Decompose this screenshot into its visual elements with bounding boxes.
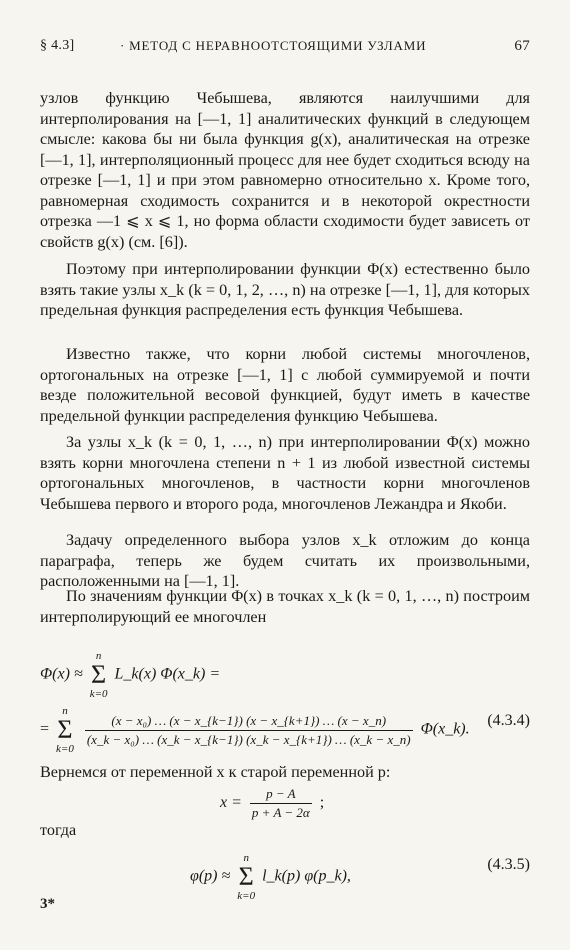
eq1-sum-lower: k=0 — [89, 688, 108, 700]
paragraph-2: Поэтому при интерполировании функции Φ(x) естественно было взять такие узлы x_k (k = 0, 1, 2, …, n) на отрезке [—1, 1], для которых предельная функция распределения есть функция Чебышева. — [40, 260, 530, 319]
eq1-sum-upper: n — [95, 650, 102, 662]
paragraph-6: По значениям функции Φ(x) в точках x_k (k = 0, 1, …, n) построим интерполирующий ее многочлен — [40, 587, 530, 626]
eq3-numerator: p − A — [250, 786, 312, 804]
eq2-denominator: (x_k − x₀) … (x_k − x_{k−1}) (x_k − x_{k+1}) … (x_k − x_n) — [86, 731, 411, 747]
equation-number-4-3-5: (4.3.5) — [487, 856, 530, 873]
equation-phi-interpolation — [190, 852, 351, 902]
eq4-rhs: l_k(p) φ(p_k), — [262, 867, 351, 885]
page-number: 67 — [514, 38, 530, 54]
running-title: · МЕТОД С НЕРАВНООТСТОЯЩИМИ УЗЛАМИ — [120, 38, 427, 53]
eq4-lhs: φ(p) ≈ — [190, 867, 231, 885]
eq2-fraction — [85, 713, 413, 748]
eq2-numerator: (x − x₀) … (x − x_{k−1}) (x − x_{k+1}) … (x − x_n) — [85, 713, 413, 731]
eq4-sum-upper: n — [243, 852, 249, 864]
paragraph-8: тогда — [40, 821, 77, 839]
printer-signature: 3* — [40, 896, 55, 912]
sigma-symbol: Σ — [57, 715, 73, 744]
eq3-suffix: ; — [319, 794, 325, 812]
eq4-sum — [237, 852, 255, 902]
paragraph-3: Известно также, что корни любой системы многочленов, ортогональных на отрезке [—1, 1] с любой суммируемой и почти везде положительной весовой функцией, будут иметь в качестве предельной функции распределения функцию Чебышева. — [40, 345, 530, 425]
eq1-sum — [90, 650, 108, 700]
sigma-symbol: Σ — [91, 660, 107, 689]
equation-lagrange-line-2 — [40, 705, 470, 755]
equation-lagrange-line-1 — [40, 650, 220, 700]
eq3-lhs: x = — [220, 794, 242, 812]
eq2-prefix: = — [40, 720, 50, 738]
equation-substitution — [220, 786, 324, 821]
paragraph-1: узлов функцию Чебышева, являются наилучшими для интерполирования на [—1, 1] аналитических функций в следующем смысле: какова бы ни была функция g(x), аналитическая на отрезке [—1, 1], интерполяционный процесс для нее будет сходиться всюду на отрезке [—1, 1] и при этом равномерно относительно x. Кроме того, равномерная сходимость сохранится и в некоторой окрестности отрезка —1 ⩽ x ⩽ 1, но форма области сходимости будет зависеть от свойств g(x) (см. [6]). — [40, 89, 530, 251]
eq3-denominator: p + A − 2α — [251, 805, 310, 820]
sigma-symbol: Σ — [238, 862, 254, 891]
paragraph-5: Задачу определенного выбора узлов x_k отложим до конца параграфа, теперь же будем считать их произвольными, расположенными на [—1, 1]. — [40, 531, 530, 590]
eq1-rhs: L_k(x) Φ(x_k) = — [114, 665, 221, 683]
eq1-lhs: Φ(x) ≈ — [40, 665, 83, 683]
eq2-sum-upper: n — [62, 705, 68, 717]
section-header: § 4.3] — [40, 38, 75, 53]
paragraph-4: За узлы x_k (k = 0, 1, …, n) при интерполировании Φ(x) можно взять корни многочлена степени n + 1 из любой известной системы ортогональных многочленов, в частности корни многочленов Чебышева первого и второго рода, многочленов Лежандра и Якоби. — [40, 433, 530, 513]
eq2-sum-lower: k=0 — [56, 743, 74, 755]
paragraph-7: Вернемся от переменной x к старой переменной p: — [40, 763, 391, 781]
eq2-suffix: Φ(x_k). — [420, 720, 470, 738]
eq2-sum — [56, 705, 74, 755]
eq3-fraction — [250, 786, 312, 821]
eq4-sum-lower: k=0 — [237, 890, 256, 902]
equation-number-4-3-4: (4.3.4) — [487, 712, 530, 729]
